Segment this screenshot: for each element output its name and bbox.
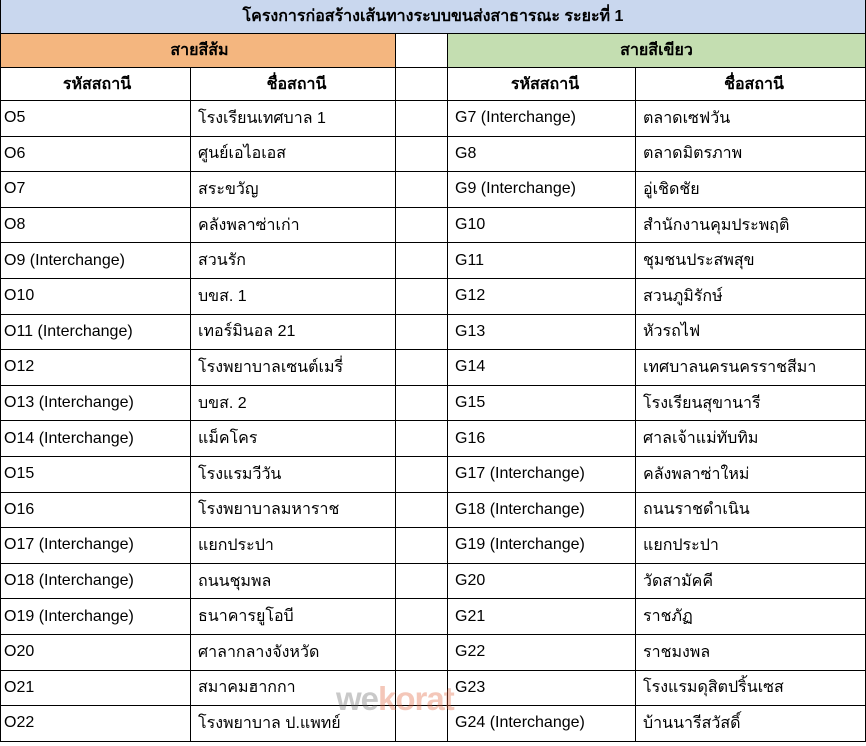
orange-station-code: O13 (Interchange) [0, 386, 191, 422]
green-station-name: คลังพลาซ่าใหม่ [636, 457, 866, 493]
spacer-cell [396, 457, 448, 493]
table-row [0, 421, 866, 457]
watermark-part2: korat [378, 680, 454, 717]
green-station-name: ราชภัฏ [636, 599, 866, 635]
green-station-code: G10 [448, 208, 636, 244]
spacer-cell [396, 386, 448, 422]
spacer-cell [396, 350, 448, 386]
green-station-code: G11 [448, 243, 636, 279]
table-row [0, 279, 866, 315]
table-row [0, 101, 866, 137]
orange-station-name: บขส. 2 [191, 386, 396, 422]
spacer-cell [396, 564, 448, 600]
watermark-part1: we [336, 680, 379, 717]
orange-station-code: O7 [0, 172, 191, 208]
orange-station-code: O19 (Interchange) [0, 599, 191, 635]
green-station-code: G18 (Interchange) [448, 493, 636, 529]
orange-station-name: ธนาคารยูโอบี [191, 599, 396, 635]
orange-station-code: O10 [0, 279, 191, 315]
green-station-code: G7 (Interchange) [448, 101, 636, 137]
orange-station-name: คลังพลาซ่าเก่า [191, 208, 396, 244]
green-station-name: บ้านนารีสวัสดิ์ [636, 706, 866, 742]
table-row [0, 564, 866, 600]
orange-code-header: รหัสสถานี [0, 68, 191, 101]
orange-station-name: ศูนย์เอไอเอส [191, 137, 396, 173]
orange-station-code: O8 [0, 208, 191, 244]
orange-station-name: สระขวัญ [191, 172, 396, 208]
orange-station-code: O9 (Interchange) [0, 243, 191, 279]
orange-station-code: O6 [0, 137, 191, 173]
green-station-name: อู่เชิดชัย [636, 172, 866, 208]
green-station-name: โรงแรมดุสิตปริ้นเซส [636, 671, 866, 707]
orange-station-code: O14 (Interchange) [0, 421, 191, 457]
spacer-cell [396, 34, 448, 68]
green-station-code: G22 [448, 635, 636, 671]
green-station-code: G21 [448, 599, 636, 635]
column-header-row [0, 68, 866, 101]
orange-station-code: O12 [0, 350, 191, 386]
green-line-header: สายสีเขียว [448, 34, 866, 68]
table-row [0, 457, 866, 493]
spacer-cell [396, 101, 448, 137]
green-station-name: เทศบาลนครนครราชสีมา [636, 350, 866, 386]
orange-station-code: O18 (Interchange) [0, 564, 191, 600]
green-station-code: G23 [448, 671, 636, 707]
table-row [0, 528, 866, 564]
orange-station-code: O16 [0, 493, 191, 529]
green-station-name: ตลาดเซฟวัน [636, 101, 866, 137]
green-station-code: G8 [448, 137, 636, 173]
orange-station-code: O15 [0, 457, 191, 493]
green-station-name: ชุมชนประสพสุข [636, 243, 866, 279]
orange-station-code: O22 [0, 706, 191, 742]
orange-station-name: ถนนชุมพล [191, 564, 396, 600]
orange-station-code: O5 [0, 101, 191, 137]
table-row [0, 350, 866, 386]
green-station-name: ราชมงพล [636, 635, 866, 671]
table-row [0, 208, 866, 244]
green-station-name: แยกประปา [636, 528, 866, 564]
line-header-row [0, 34, 866, 68]
table-row [0, 706, 866, 742]
green-station-code: G17 (Interchange) [448, 457, 636, 493]
green-station-code: G15 [448, 386, 636, 422]
green-station-name: สำนักงานคุมประพฤติ [636, 208, 866, 244]
spacer-cell [396, 635, 448, 671]
green-station-code: G20 [448, 564, 636, 600]
spacer-cell [396, 68, 448, 101]
orange-station-name: สวนรัก [191, 243, 396, 279]
orange-station-name: โรงพยาบาล ป.แพทย์ [191, 706, 396, 742]
green-station-code: G19 (Interchange) [448, 528, 636, 564]
table-row [0, 315, 866, 351]
table-row [0, 386, 866, 422]
green-station-name: ตลาดมิตรภาพ [636, 137, 866, 173]
table-row [0, 243, 866, 279]
orange-station-name: ศาลากลางจังหวัด [191, 635, 396, 671]
orange-station-name: โรงพยาบาลมหาราช [191, 493, 396, 529]
orange-station-name: บขส. 1 [191, 279, 396, 315]
green-station-code: G9 (Interchange) [448, 172, 636, 208]
spacer-cell [396, 279, 448, 315]
green-code-header: รหัสสถานี [448, 68, 636, 101]
green-name-header: ชื่อสถานี [636, 68, 866, 101]
orange-station-code: O17 (Interchange) [0, 528, 191, 564]
green-station-name: ศาลเจ้าแม่ทับทิม [636, 421, 866, 457]
spacer-cell [396, 172, 448, 208]
table-row [0, 635, 866, 671]
green-station-name: วัดสามัคคี [636, 564, 866, 600]
spacer-cell [396, 137, 448, 173]
green-station-name: หัวรถไฟ [636, 315, 866, 351]
spacer-cell [396, 421, 448, 457]
orange-station-code: O20 [0, 635, 191, 671]
orange-station-name: โรงพยาบาลเซนต์เมรี่ [191, 350, 396, 386]
orange-station-name: โรงแรมวีวัน [191, 457, 396, 493]
table-row [0, 671, 866, 707]
green-station-code: G13 [448, 315, 636, 351]
spacer-cell [396, 528, 448, 564]
table-title: โครงการก่อสร้างเส้นทางระบบขนส่งสาธารณะ ระยะที่ 1 [0, 0, 866, 34]
orange-station-code: O21 [0, 671, 191, 707]
spacer-cell [396, 671, 448, 707]
orange-station-code: O11 (Interchange) [0, 315, 191, 351]
table-row [0, 599, 866, 635]
green-station-code: G12 [448, 279, 636, 315]
green-station-name: สวนภูมิรักษ์ [636, 279, 866, 315]
spacer-cell [396, 706, 448, 742]
spacer-cell [396, 243, 448, 279]
spacer-cell [396, 599, 448, 635]
table-row [0, 493, 866, 529]
green-station-name: โรงเรียนสุขานารี [636, 386, 866, 422]
green-station-code: G14 [448, 350, 636, 386]
orange-station-name: โรงเรียนเทศบาล 1 [191, 101, 396, 137]
station-rows [0, 101, 866, 742]
spacer-cell [396, 208, 448, 244]
spacer-cell [396, 315, 448, 351]
green-station-code: G24 (Interchange) [448, 706, 636, 742]
spacer-cell [396, 493, 448, 529]
orange-name-header: ชื่อสถานี [191, 68, 396, 101]
table-row [0, 172, 866, 208]
green-station-name: ถนนราชดำเนิน [636, 493, 866, 529]
orange-station-name: แยกประปา [191, 528, 396, 564]
orange-station-name: เทอร์มินอล 21 [191, 315, 396, 351]
orange-station-name: สมาคมฮากกา [191, 671, 396, 707]
orange-line-header: สายสีส้ม [0, 34, 396, 68]
table-row [0, 137, 866, 173]
green-station-code: G16 [448, 421, 636, 457]
orange-station-name: แม็คโคร [191, 421, 396, 457]
